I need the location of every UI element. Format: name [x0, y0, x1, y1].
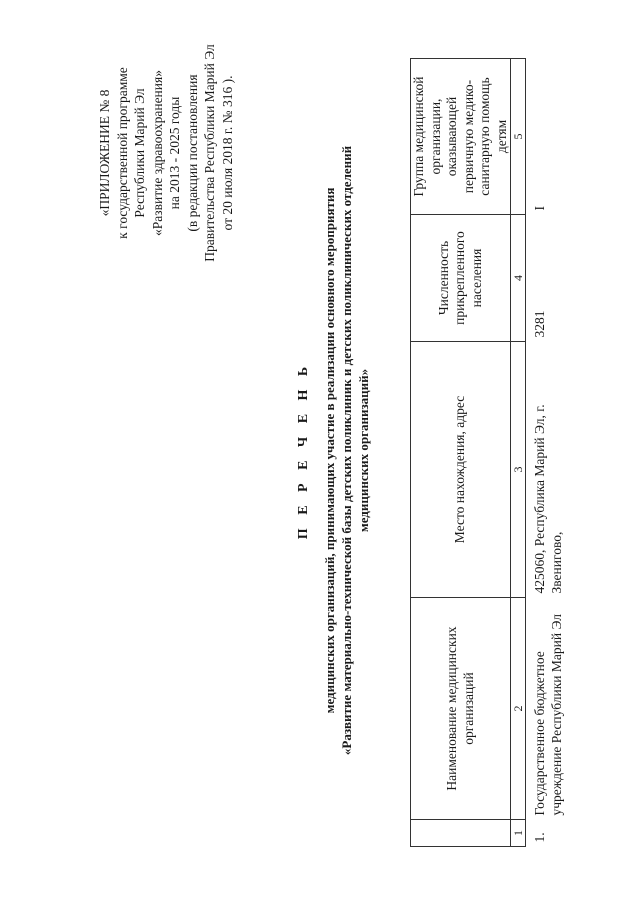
document-subtitle-line: медицинских организаций» [356, 368, 371, 533]
annex-line: от 20 июля 2018 г. № 316 ). [219, 75, 235, 231]
annex-line: Правительства Республики Марий Эл [202, 44, 217, 262]
table-header-row [411, 59, 511, 847]
header-cell [411, 820, 511, 847]
document-subtitle-line: «Развитие материально-технической базы детских поликлиник и детских поликлинических отделений [339, 145, 354, 756]
annex-line: (в редакции постановления [184, 74, 200, 232]
annex-block [96, 23, 236, 283]
column-number: 1 [511, 820, 526, 847]
annex-line: к государственной программе [114, 67, 130, 239]
column-number: 5 [511, 59, 526, 215]
row-address: 425060, Республика Марий Эл, г. Звенигово, [532, 404, 564, 594]
document-title: П Е Р Е Ч Е Н Ь [296, 361, 311, 540]
row-organization-name: Государственное бюджетное учреждение Республики Марий Эл [532, 614, 564, 816]
annex-line: Республики Марий Эл [132, 88, 147, 218]
document-subtitle-line: медицинских организаций, принимающих участие в реализации основного мероприятия [322, 187, 337, 714]
row-number: 1. [532, 832, 547, 843]
table-row [526, 59, 566, 847]
header-cell: Группа медицинской организации, оказывающей первичную медико-санитарную помощь детям [411, 59, 511, 215]
annex-line: «Развитие здравоохранения» [149, 70, 165, 236]
header-cell: Численность прикрепленного населения [411, 215, 511, 342]
annex-line: «ПРИЛОЖЕНИЕ № 8 [97, 89, 112, 217]
organizations-table [410, 58, 565, 847]
row-group: I [532, 206, 547, 211]
column-number: 2 [511, 598, 526, 820]
row-population: 3281 [532, 310, 547, 338]
column-number: 4 [511, 215, 526, 342]
column-number: 3 [511, 342, 526, 598]
annex-line: на 2013 - 2025 годы [167, 96, 182, 210]
column-number-row [511, 59, 526, 847]
header-cell: Наименование медицинских организаций [411, 598, 511, 820]
header-cell: Место нахождения, адрес [411, 342, 511, 598]
